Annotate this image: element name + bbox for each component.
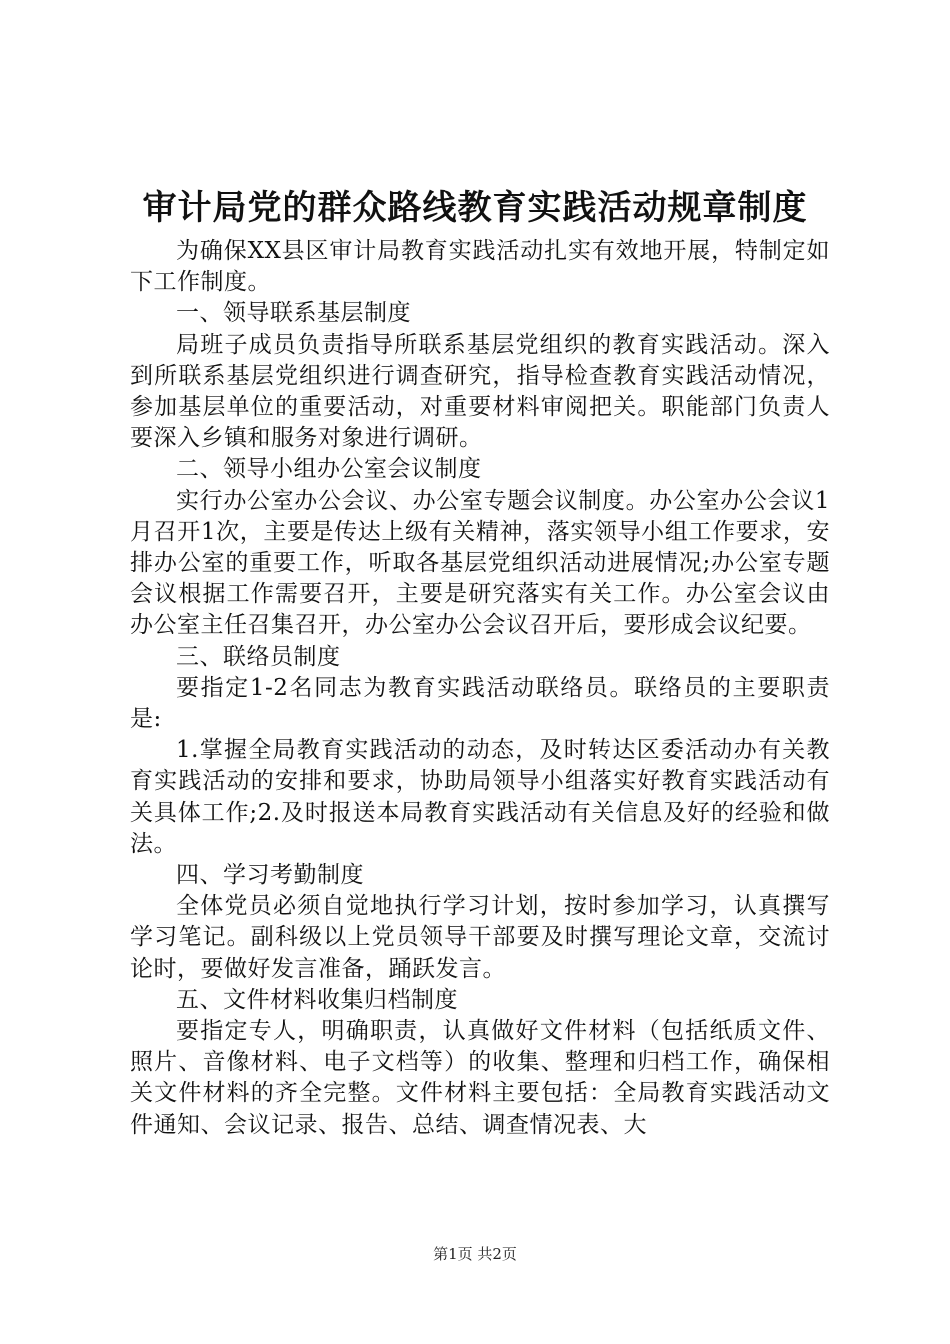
section-paragraph-2: 实行办公室办公会议、办公室专题会议制度。办公室办公会议1月召开1次，主要是传达上级有关精神，落实领导小组工作要求，安排办公室的重要工作，听取各基层党组织活动进展情况;办公室专题会议根据工作需要召开，主要是研究落实有关工作。办公室会议由办公室主任召集召开，办公室办公会议召开后，要形成会议纪要。 <box>130 487 830 639</box>
section-paragraph-3-list: 1.掌握全局教育实践活动的动态，及时转达区委活动办有关教育实践活动的安排和要求，协助局领导小组落实好教育实践活动有关具体工作;2.及时报送本局教育实践活动有关信息及好的经验和做法。 <box>130 737 830 857</box>
section-paragraph-5: 要指定专人，明确职责，认真做好文件材料（包括纸质文件、照片、音像材料、电子文档等）的收集、整理和归档工作，确保相关文件材料的齐全完整。文件材料主要包括：全局教育实践活动文件通知、会议记录、报告、总结、调查情况表、大 <box>130 1018 830 1138</box>
document-body <box>130 236 830 1141</box>
document-title: 审计局党的群众路线教育实践活动规章制度 <box>142 188 808 228</box>
section-heading-4: 四、学习考勤制度 <box>176 862 364 889</box>
section-heading-3: 三、联络员制度 <box>176 643 341 670</box>
section-heading-2: 二、领导小组办公室会议制度 <box>176 456 482 483</box>
section-paragraph-4: 全体党员必须自觉地执行学习计划，按时参加学习，认真撰写学习笔记。副科级以上党员领导干部要及时撰写理论文章，交流讨论时，要做好发言准备，踊跃发言。 <box>130 893 830 982</box>
page-footer: 第1页 共2页 <box>433 1245 517 1263</box>
intro-paragraph: 为确保XX县区审计局教育实践活动扎实有效地开展，特制定如下工作制度。 <box>130 238 830 296</box>
section-paragraph-3: 要指定1-2名同志为教育实践活动联络员。联络员的主要职责是: <box>130 674 830 733</box>
section-heading-5: 五、文件材料收集归档制度 <box>176 986 458 1013</box>
section-paragraph-1: 局班子成员负责指导所联系基层党组织的教育实践活动。深入到所联系基层党组织进行调查研究，指导检查教育实践活动情况，参加基层单位的重要活动，对重要材料审阅把关。职能部门负责人要深入乡镇和服务对象进行调研。 <box>130 331 830 452</box>
section-heading-1: 一、领导联系基层制度 <box>176 300 411 327</box>
